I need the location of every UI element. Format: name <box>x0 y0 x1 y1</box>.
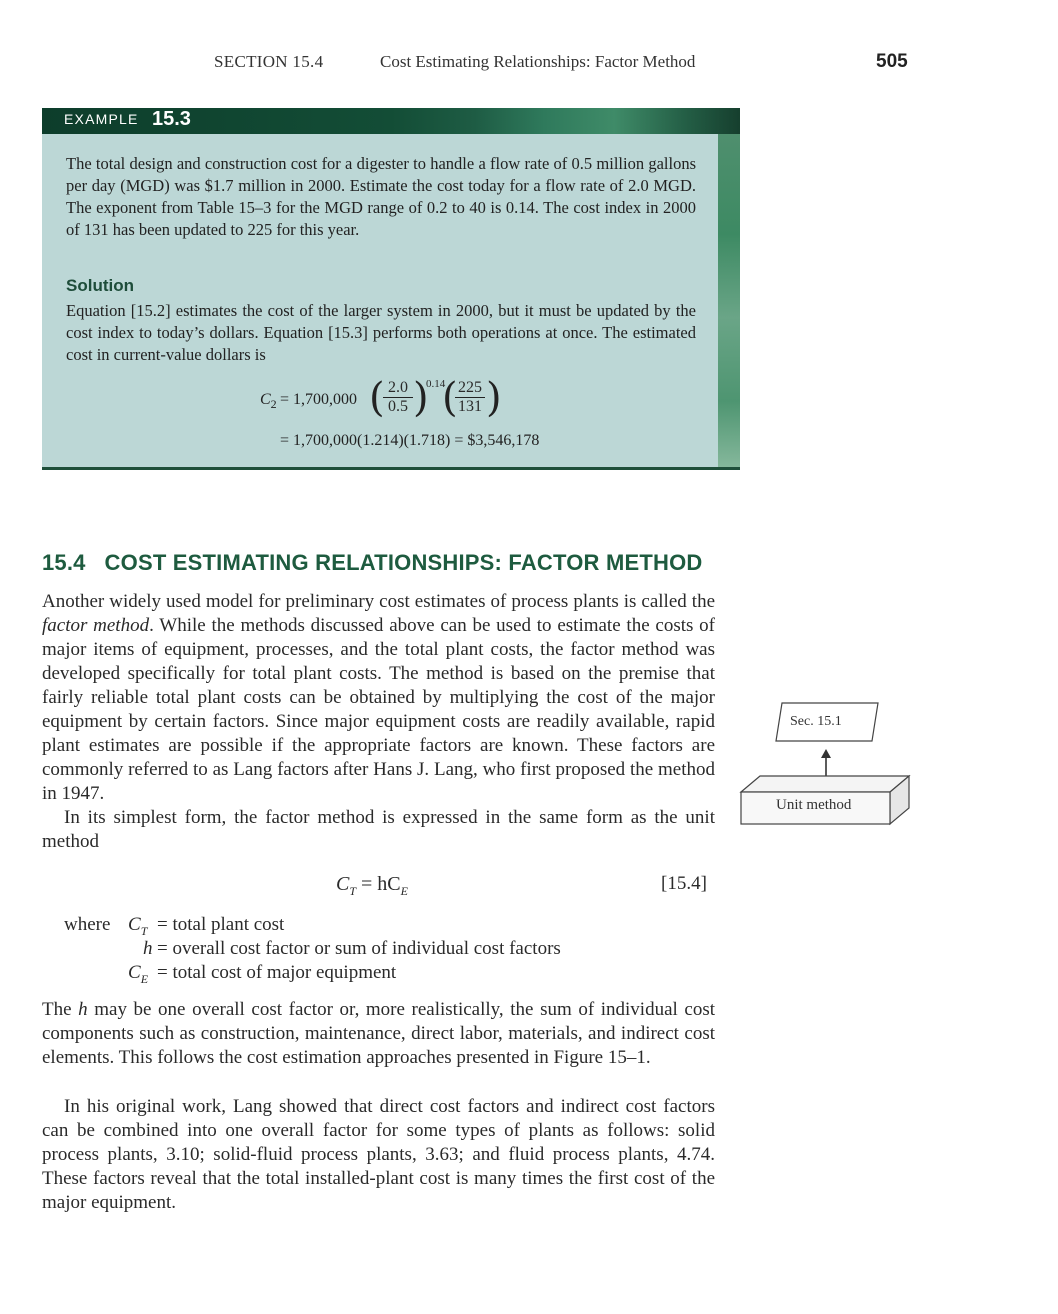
margin-ref-text: Sec. 15.1 <box>790 714 842 729</box>
section-heading: 15.4 COST ESTIMATING RELATIONSHIPS: FACTOR METHOD <box>42 550 703 575</box>
def-text-ct: = total plant cost <box>157 914 285 935</box>
where-label: where <box>64 914 111 935</box>
equation-15-4 <box>336 873 408 899</box>
paren-open-2: ( <box>442 375 458 421</box>
h-symbol: h <box>78 999 88 1020</box>
example-number: 15.3 <box>152 108 191 130</box>
def-text-ce: = total cost of major equipment <box>157 962 397 983</box>
running-header-title: Cost Estimating Relationships: Factor Method <box>380 52 696 71</box>
def-symbol-ct <box>128 914 147 939</box>
eq-ct: C <box>336 873 350 895</box>
fraction-index <box>455 379 485 416</box>
equation-result: = 1,700,000(1.214)(1.718) = $3,546,178 <box>280 432 540 449</box>
paren-open-1: ( <box>369 375 385 421</box>
paragraph-1-start: Another widely used model for preliminary cost estimates of process plants is called the <box>42 591 715 612</box>
example-side-strip <box>718 134 740 468</box>
eq-rhs: = hC <box>361 873 401 895</box>
paren-close-2: ) <box>486 375 502 421</box>
paragraph-1-rest: . While the methods discussed above can be used to estimate the costs of major items of equipment, processes, and the total plant costs, the factor method was developed specifically for total plant costs. The method is based on the premise that fairly reliable total plant costs can be obtained by multiplying the cost of the major equipment by certain factors. Since major equipment costs are readily available, rapid plant estimates are possible if the appropriate factors are known. These factors are commonly referred to as Lang factors after Hans J. Lang, who first proposed the method in 1947. <box>42 615 715 804</box>
fraction-flow-numerator: 2.0 <box>383 379 413 398</box>
def-text-h: = overall cost factor or sum of individual cost factors <box>157 938 561 959</box>
page-number: 505 <box>876 51 908 72</box>
equation-c2 <box>260 391 277 412</box>
unit-box-top <box>741 776 909 792</box>
def-ce-sym: C <box>128 962 141 983</box>
fraction-flow-denominator: 0.5 <box>388 398 408 415</box>
eq-ct-sub: T <box>349 884 357 898</box>
eq-coefficient: = 1,700,000 <box>280 391 358 408</box>
def-symbol-ce <box>128 962 148 987</box>
paragraph-4: In his original work, Lang showed that direct cost factors and indirect cost factors can be combined into one overall factor for some types of plants as follows: solid process plants, 3.10; solid-fluid process plants, 3.63; and fluid process plants, 4.74. These factors reveal that the total installed-plant cost is many times the first cost of the major equipment. <box>42 1096 715 1213</box>
def-ct-sub: T <box>140 923 148 938</box>
example-title-bar <box>42 108 740 134</box>
paragraph-3-rest: may be one overall cost factor or, more realistically, the sum of individual cost components such as construction, maintenance, direct labor, materials, and indirect cost elements. This follows the cost estimation approaches presented in Figure 15–1. <box>42 999 715 1068</box>
equation-number: [15.4] <box>661 873 707 894</box>
def-ct-sym: C <box>128 914 141 935</box>
paren-close-1: ) <box>413 375 429 421</box>
paragraph-1 <box>42 590 715 806</box>
example-label: EXAMPLE <box>64 111 139 127</box>
example-bottom-rule <box>42 467 740 470</box>
paragraph-3 <box>42 998 715 1070</box>
unit-method-label: Unit method <box>776 797 852 813</box>
paragraph-3-start: The <box>42 999 79 1020</box>
eq-rhs-sub: E <box>400 884 408 898</box>
def-ce-sub: E <box>140 971 149 986</box>
fraction-index-numerator: 225 <box>455 379 485 398</box>
eq-lhs-sub: 2 <box>270 397 277 412</box>
arrow-head <box>821 749 831 758</box>
def-h-sym: h <box>143 938 153 959</box>
solution-heading: Solution <box>66 276 134 295</box>
running-header-section: SECTION 15.4 <box>214 52 324 71</box>
eq-exponent: 0.14 <box>426 378 446 390</box>
eq-lhs: C <box>260 391 271 408</box>
solution-text: Equation [15.2] estimates the cost of the larger system in 2000, but it must be updated by the cost index to today’s dollars. Equation [15.3] performs both operations at once. The estimated cost in current-value dollars is <box>66 301 696 364</box>
paragraph-2: In its simplest form, the factor method is expressed in the same form as the unit method <box>42 807 715 852</box>
def-symbol-h <box>143 938 153 960</box>
fraction-index-denominator: 131 <box>458 398 482 415</box>
fraction-flow <box>383 379 413 416</box>
example-problem-text: The total design and construction cost for a digester to handle a flow rate of 0.5 million gallons per day (MGD) was $1.7 million in 2000. Estimate the cost today for a flow rate of 2.0 MGD. The exponent from Table 15–3 for the MGD range of 0.2 to 40 is 0.14. The cost index in 2000 of 131 has been updated to 225 for this year. <box>66 154 696 239</box>
factor-method-term: factor method <box>42 615 150 636</box>
